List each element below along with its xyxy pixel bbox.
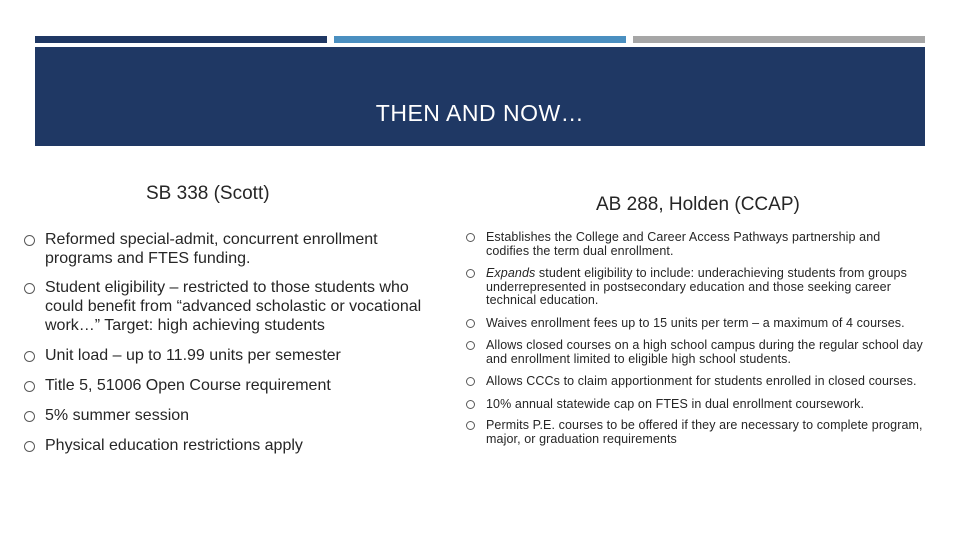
list-item-text: 5% summer session — [45, 407, 190, 424]
title-band — [35, 47, 925, 146]
list-item — [466, 267, 926, 308]
list-item — [466, 419, 926, 446]
list-item — [24, 436, 429, 455]
list-item-text: Establishes the College and Career Access Pathways partnership and codifies the term dual enrollment. — [486, 230, 881, 258]
list-item-text: student eligibility to include: underachieving students from groups underrepresented in postsecondary education and those seeking career technical education. — [486, 266, 907, 307]
list-item — [24, 376, 429, 395]
bullet-circle-icon — [466, 233, 475, 242]
accent-bar-blue — [334, 36, 626, 43]
list-item-text: Waives enrollment fees up to 15 units per term – a maximum of 4 courses. — [486, 315, 905, 330]
list-item-text: Allows closed courses on a high school campus during the regular school day and enrollment limited to eligible high school students. — [486, 338, 923, 366]
bullet-circle-icon — [24, 351, 35, 362]
list-item-text: Title 5, 51006 Open Course requirement — [45, 377, 331, 394]
bullet-circle-icon — [24, 441, 35, 452]
bullet-circle-icon — [24, 381, 35, 392]
bullet-circle-icon — [466, 421, 475, 430]
list-item-text: Reformed special-admit, concurrent enrollment programs and FTES funding. — [45, 231, 378, 267]
bullet-circle-icon — [24, 411, 35, 422]
accent-bar-gray — [633, 36, 925, 43]
list-item-text: Allows CCCs to claim apportionment for students enrolled in closed courses. — [486, 374, 917, 388]
bullet-circle-icon — [466, 319, 475, 328]
list-item-text: Permits P.E. courses to be offered if they are necessary to complete program, major, or graduation requirements — [486, 418, 923, 446]
bullet-circle-icon — [466, 377, 475, 386]
bullet-circle-icon — [24, 283, 35, 294]
slide-title: THEN AND NOW… — [375, 100, 585, 126]
right-bullet-list — [466, 231, 926, 446]
list-item — [24, 230, 429, 268]
left-column-heading: SB 338 (Scott) — [146, 183, 270, 204]
list-item-text: Physical education restrictions apply — [45, 437, 303, 454]
bullet-circle-icon — [24, 235, 35, 246]
list-item — [24, 406, 429, 425]
list-item — [466, 339, 926, 366]
list-item — [24, 278, 429, 335]
list-item-text: Student eligibility – restricted to those students who could benefit from “advanced scholastic or vocational work…” Target: high achieving students — [45, 279, 422, 334]
bullet-circle-icon — [466, 400, 475, 409]
list-item — [466, 398, 926, 412]
accent-bar-dark — [35, 36, 327, 43]
right-column-heading: AB 288, Holden (CCAP) — [596, 194, 800, 215]
bullet-circle-icon — [466, 341, 475, 350]
left-bullet-list — [24, 230, 429, 455]
list-item — [24, 346, 429, 365]
list-item — [466, 317, 926, 331]
list-item-text: 10% annual statewide cap on FTES in dual enrollment coursework. — [486, 396, 865, 411]
list-item — [466, 231, 926, 258]
bullet-circle-icon — [466, 269, 475, 278]
list-item-text: Unit load – up to 11.99 units per semester — [45, 347, 341, 364]
list-item — [466, 375, 926, 389]
emphasis-text: Expands — [486, 266, 539, 280]
